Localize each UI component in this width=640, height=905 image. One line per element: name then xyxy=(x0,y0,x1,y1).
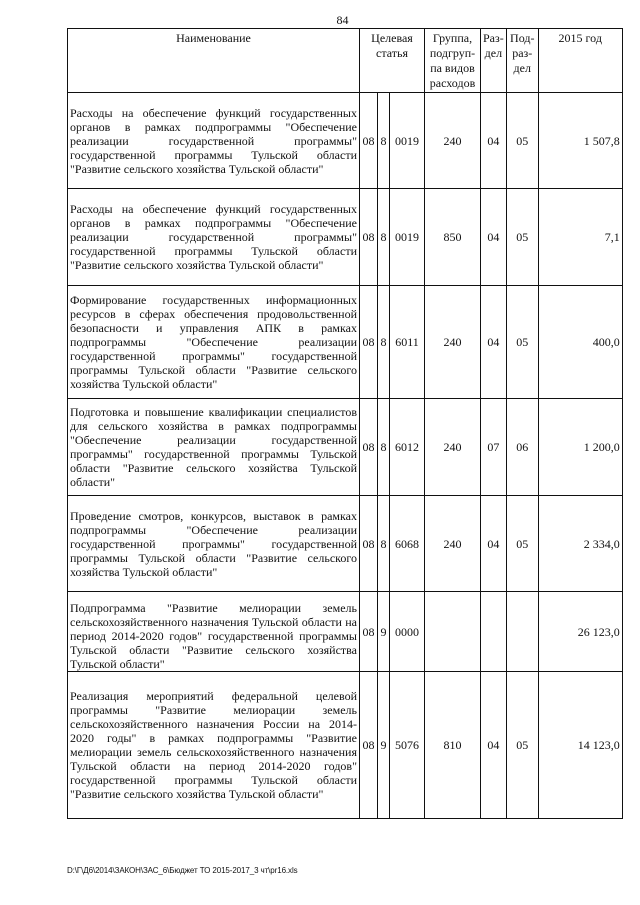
row-section: 04 xyxy=(481,672,507,819)
row-group: 810 xyxy=(425,672,481,819)
row-group: 850 xyxy=(425,189,481,286)
row-section: 04 xyxy=(481,93,507,189)
row-code2: 8 xyxy=(378,286,390,399)
row-subsection: 05 xyxy=(506,189,538,286)
row-name: Формирование государственных информационных ресурсов в сферах обеспечения продовольственной безопасности и управления АПК в рамках подпрограммы "Обеспечение реализации государственной программы" государственной программы Тульской области "Развитие сельского хозяйства Тульской области" xyxy=(68,286,360,399)
row-amount: 2 334,0 xyxy=(538,496,622,592)
row-section xyxy=(481,592,507,672)
row-section: 04 xyxy=(481,286,507,399)
header-name: Наименование xyxy=(68,29,360,93)
row-code3: 6068 xyxy=(390,496,425,592)
row-amount: 14 123,0 xyxy=(538,672,622,819)
header-section: Раз-дел xyxy=(481,29,507,93)
row-code3: 6012 xyxy=(390,399,425,496)
row-code2: 9 xyxy=(378,672,390,819)
row-subsection: 05 xyxy=(506,672,538,819)
row-name: Подпрограмма "Развитие мелиорации земель сельскохозяйственного назначения Тульской области на период 2014-2020 годов" государственной программы Тульской области "Развитие сельского хозяйства Тульской области" xyxy=(68,592,360,672)
row-subsection: 05 xyxy=(506,286,538,399)
row-code1: 08 xyxy=(360,496,378,592)
header-row xyxy=(68,29,623,93)
table-row xyxy=(68,189,623,286)
row-subsection: 05 xyxy=(506,496,538,592)
budget-table xyxy=(67,28,623,819)
row-name: Подготовка и повышение квалификации специалистов для сельского хозяйства в рамках подпрограммы "Обеспечение реализации государственной программы" государственной программы Тульской области "Развитие сельского хозяйства Тульской области" xyxy=(68,399,360,496)
row-code1: 08 xyxy=(360,286,378,399)
footer-file-path: D:\Г\Д6\2014\ЗАКОН\ЗАС_6\Бюджет ТО 2015-2017_3 чт\pr16.xls xyxy=(67,866,298,875)
row-code2: 8 xyxy=(378,189,390,286)
row-code3: 0019 xyxy=(390,189,425,286)
table-row xyxy=(68,496,623,592)
header-group: Группа, подгруп-па видов расходов xyxy=(425,29,481,93)
row-subsection: 06 xyxy=(506,399,538,496)
row-code1: 08 xyxy=(360,189,378,286)
row-amount: 26 123,0 xyxy=(538,592,622,672)
row-group: 240 xyxy=(425,93,481,189)
row-amount: 1 200,0 xyxy=(538,399,622,496)
header-subsection: Под-раз-дел xyxy=(506,29,538,93)
header-target-article: Целевая статья xyxy=(360,29,425,93)
row-group: 240 xyxy=(425,286,481,399)
row-amount: 7,1 xyxy=(538,189,622,286)
row-amount: 1 507,8 xyxy=(538,93,622,189)
row-section: 07 xyxy=(481,399,507,496)
row-code1: 08 xyxy=(360,93,378,189)
row-name: Реализация мероприятий федеральной целевой программы "Развитие мелиорации земель сельскохозяйственного назначения России на 2014-2020 годы" в рамках подпрограммы "Развитие мелиорации земель сельскохозяйственного назначения Тульской области на период 2014-2020 годов" государственной программы Тульской области "Развитие сельского хозяйства Тульской области" xyxy=(68,672,360,819)
row-group: 240 xyxy=(425,399,481,496)
row-code3: 6011 xyxy=(390,286,425,399)
table-row xyxy=(68,286,623,399)
row-amount: 400,0 xyxy=(538,286,622,399)
row-code1: 08 xyxy=(360,592,378,672)
row-code1: 08 xyxy=(360,399,378,496)
row-name: Расходы на обеспечение функций государственных органов в рамках подпрограммы "Обеспечение реализации государственной программы" государственной программы Тульской области "Развитие сельского хозяйства Тульской области" xyxy=(68,189,360,286)
table-row xyxy=(68,399,623,496)
row-code1: 08 xyxy=(360,672,378,819)
row-code2: 8 xyxy=(378,496,390,592)
row-section: 04 xyxy=(481,496,507,592)
row-subsection xyxy=(506,592,538,672)
row-code3: 0000 xyxy=(390,592,425,672)
header-year: 2015 год xyxy=(538,29,622,93)
table-row xyxy=(68,592,623,672)
page-number: 84 xyxy=(336,13,349,27)
row-code2: 8 xyxy=(378,93,390,189)
row-name: Расходы на обеспечение функций государственных органов в рамках подпрограммы "Обеспечение реализации государственной программы" государственной программы Тульской области "Развитие сельского хозяйства Тульской области" xyxy=(68,93,360,189)
row-code2: 8 xyxy=(378,399,390,496)
row-name: Проведение смотров, конкурсов, выставок в рамках подпрограммы "Обеспечение реализации государственной программы" государственной программы Тульской области "Развитие сельского хозяйства Тульской области" xyxy=(68,496,360,592)
row-group xyxy=(425,592,481,672)
table-row xyxy=(68,93,623,189)
row-group: 240 xyxy=(425,496,481,592)
row-section: 04 xyxy=(481,189,507,286)
row-code3: 0019 xyxy=(390,93,425,189)
table-row xyxy=(68,672,623,819)
row-subsection: 05 xyxy=(506,93,538,189)
row-code2: 9 xyxy=(378,592,390,672)
row-code3: 5076 xyxy=(390,672,425,819)
